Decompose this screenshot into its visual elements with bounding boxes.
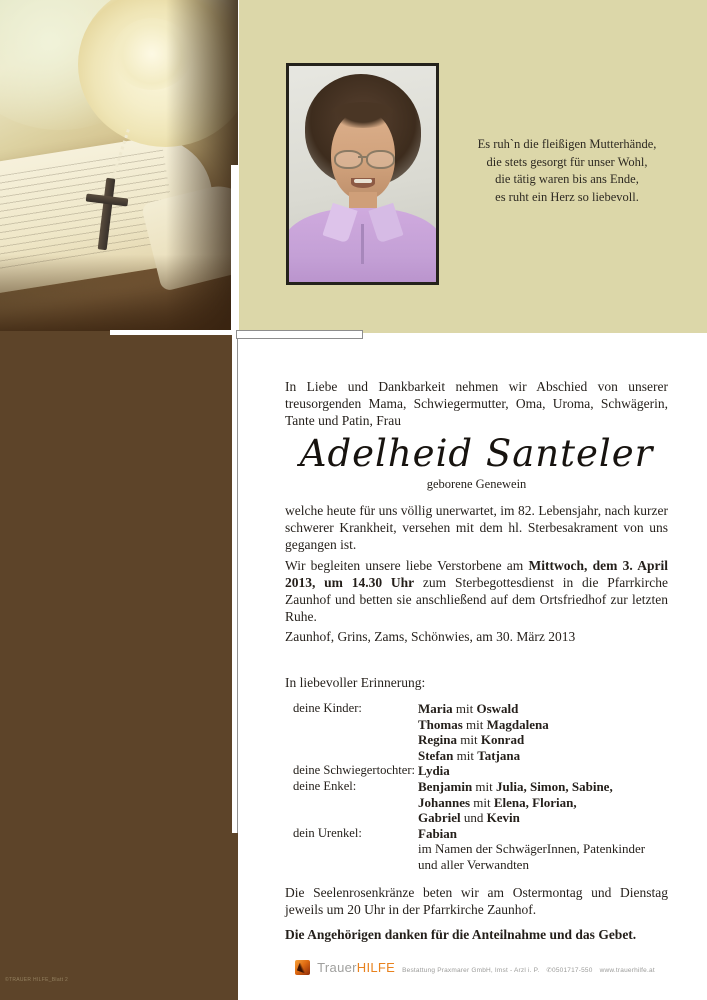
maiden-name: geborene Genewein — [426, 477, 527, 491]
family-label: dein Urenkel: — [293, 825, 362, 840]
places-date-line: Zaunhof, Grins, Zams, Schönwies, am 30. März 2013 — [285, 629, 576, 644]
poem-line: Es ruh`n die fleißigen Mutterhände, — [477, 137, 657, 151]
portrait-glasses-left — [334, 150, 363, 169]
poem-line: die tätig waren bis ans Ende, — [495, 172, 639, 186]
poem-line: die stets gesorgt für unser Wohl, — [486, 154, 648, 169]
family-line: Johannes mit Elena, Florian, — [418, 794, 577, 810]
family-label: deine Enkel: — [293, 778, 357, 793]
family-line: Lydia — [418, 763, 450, 779]
death-paragraph: welche heute für uns völlig unerwartet, im 82. Lebensjahr, nach kurzer schwerer Krankheit, versehen mit dem hl. Sterbesakrament von uns gegangen ist. — [285, 503, 668, 552]
trauerhilfe-logo-icon — [295, 960, 310, 975]
poem-line: es ruht ein Herz so liebevoll. — [495, 189, 639, 204]
family-line: Thomas mit Magdalena — [418, 716, 549, 732]
family-line: Fabian — [418, 825, 458, 841]
family-row-grandchildren — [293, 779, 671, 826]
brown-column-foot — [232, 833, 238, 1000]
deceased-portrait-photo — [286, 63, 439, 285]
family-values — [418, 826, 671, 873]
funeral-paragraph — [285, 557, 668, 625]
funeral-pre: Wir begleiten unsere liebe Verstorbene am — [285, 558, 529, 573]
family-row-daughter-in-law — [293, 763, 671, 779]
phone-icon: ✆ — [546, 967, 553, 974]
family-line: Gabriel und Kevin — [418, 810, 520, 826]
family-list — [293, 701, 671, 873]
photo-bottom-fade — [0, 241, 238, 331]
portrait-zipper — [361, 224, 364, 264]
junction-white-strip — [110, 330, 236, 335]
deceased-name: Adelheid Santeler — [299, 432, 654, 475]
thanks-line: Die Angehörigen danken für die Anteilnahme und das Gebet. — [285, 927, 637, 942]
family-line: Stefan mit Tatjana — [418, 747, 521, 763]
family-row-great-grandchild — [293, 826, 671, 873]
family-values — [418, 763, 671, 779]
column-gap — [231, 165, 239, 332]
intro-paragraph: In Liebe und Dankbarkeit nehmen wir Abschied von unserer treusorgenden Mama, Schwiegermutter, Oma, Uroma, Schwägerin, Tante und Patin, Frau — [285, 379, 668, 428]
company-line: Bestattung Praxmarer GmbH, Imst - Arzl i. P. — [402, 967, 540, 974]
portrait-glasses-bridge — [358, 156, 368, 158]
rosary-paragraph: Die Seelenrosenkränze beten wir am Ostermontag und Dienstag jeweils um 20 Uhr in der Pfarrkirche Zaunhof. — [285, 885, 668, 917]
website-line: www.trauerhilfe.at — [599, 967, 655, 974]
portrait-fringe — [329, 102, 397, 128]
funeral-datetime: Mittwoch, dem 3. April 2013, um 14.30 Uhr — [285, 558, 668, 590]
family-line: Maria mit Oswald — [418, 701, 519, 716]
family-label: deine Kinder: — [293, 701, 362, 715]
portrait-glasses-right — [366, 150, 395, 169]
brown-column — [0, 331, 232, 1000]
funeral-post: zum Sterbegottesdienst in die Pfarrkirche Zaunhof und betten sie anschließend auf dem Ortsfriedhof zur letzten Ruhe. — [285, 575, 668, 624]
funeral-home-footer — [255, 960, 695, 975]
print-copyright: ©TRAUER HILFE_Blatt 2 — [5, 977, 69, 983]
family-line: Benjamin mit Julia, Simon, Sabine, — [418, 778, 613, 794]
family-values — [418, 701, 671, 763]
family-values — [418, 779, 671, 826]
remembrance-heading: In liebevoller Erinnerung: — [285, 675, 426, 690]
brand-name: TrauerHILFE — [317, 960, 396, 975]
family-label: deine Schwiegertochter: — [293, 763, 416, 778]
vertical-divider-line — [237, 333, 238, 833]
bordered-divider-tab — [236, 330, 363, 339]
family-row-children — [293, 701, 671, 763]
phone-line: ✆0501717-550 — [546, 967, 593, 974]
portrait-teeth — [354, 179, 372, 183]
family-line: und aller Verwandten — [418, 856, 529, 872]
family-line: im Namen der SchwägerInnen, Patenkinder — [418, 841, 646, 857]
family-line: Regina mit Konrad — [418, 732, 525, 748]
memorial-poem — [436, 136, 698, 206]
rose-book-photo — [0, 0, 238, 331]
